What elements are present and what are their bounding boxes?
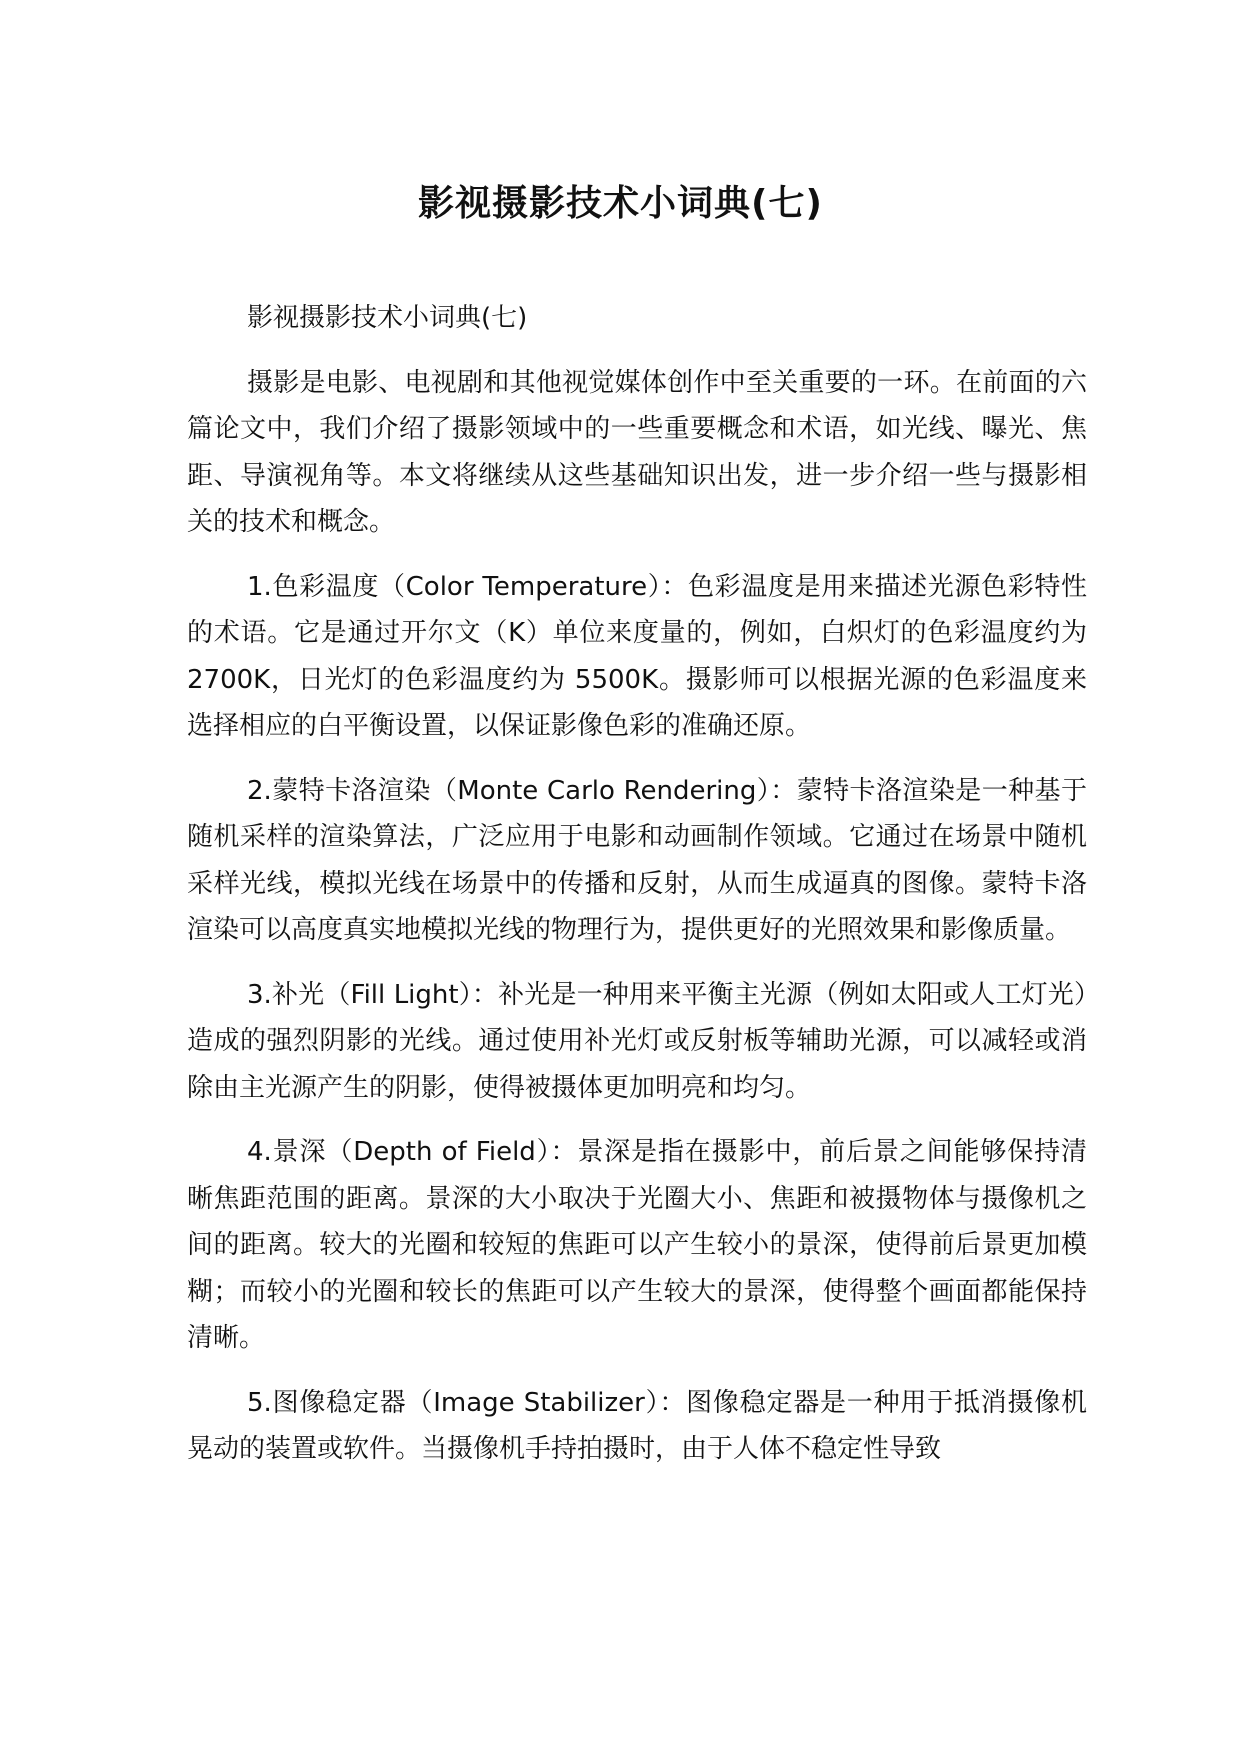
document-title: 影视摄影技术小词典(七) xyxy=(418,183,823,224)
document-body xyxy=(187,295,1087,1491)
paragraph-color-temperature: 1.色彩温度（Color Temperature）：色彩温度是用来描述光源色彩特性的术语。它是通过开尔文（K）单位来度量的，例如，白炽灯的色彩温度约为 2700K，日光灯的色彩温度约为 5500K。摄影师可以根据光源的色彩温度来选择相应的白平衡设置，以保证影像色彩的准确还原。 xyxy=(187,571,1087,741)
paragraph-depth-of-field: 4.景深（Depth of Field）：景深是指在摄影中，前后景之间能够保持清晰焦距范围的距离。景深的大小取决于光圈大小、焦距和被摄物体与摄像机之间的距离。较大的光圈和较短的焦距可以产生较小的景深，使得前后景更加模糊；而较小的光圈和较长的焦距可以产生较大的景深，使得整个画面都能保持清晰。 xyxy=(187,1137,1087,1353)
paragraph-fill-light: 3.补光（Fill Light）：补光是一种用来平衡主光源（例如太阳或人工灯光）造成的强烈阴影的光线。通过使用补光灯或反射板等辅助光源，可以减轻或消除由主光源产生的阴影，使得被摄体更加明亮和均匀。 xyxy=(187,979,1087,1103)
paragraph-monte-carlo-rendering: 2.蒙特卡洛渲染（Monte Carlo Rendering）：蒙特卡洛渲染是一种基于随机采样的渲染算法，广泛应用于电影和动画制作领域。它通过在场景中随机采样光线，模拟光线在场景中的传播和反射，从而生成逼真的图像。蒙特卡洛渲染可以高度真实地模拟光线的物理行为，提供更好的光照效果和影像质量。 xyxy=(187,775,1087,945)
paragraph-image-stabilizer: 5.图像稳定器（Image Stabilizer）：图像稳定器是一种用于抵消摄像机晃动的装置或软件。当摄像机手持拍摄时，由于人体不稳定性导致 xyxy=(187,1387,1087,1464)
paragraph-intro: 摄影是电影、电视剧和其他视觉媒体创作中至关重要的一环。在前面的六篇论文中，我们介绍了摄影领域中的一些重要概念和术语，如光线、曝光、焦距、导演视角等。本文将继续从这些基础知识出发，进一步介绍一些与摄影相关的技术和概念。 xyxy=(187,367,1087,537)
paragraph-subtitle: 影视摄影技术小词典(七) xyxy=(247,303,528,333)
